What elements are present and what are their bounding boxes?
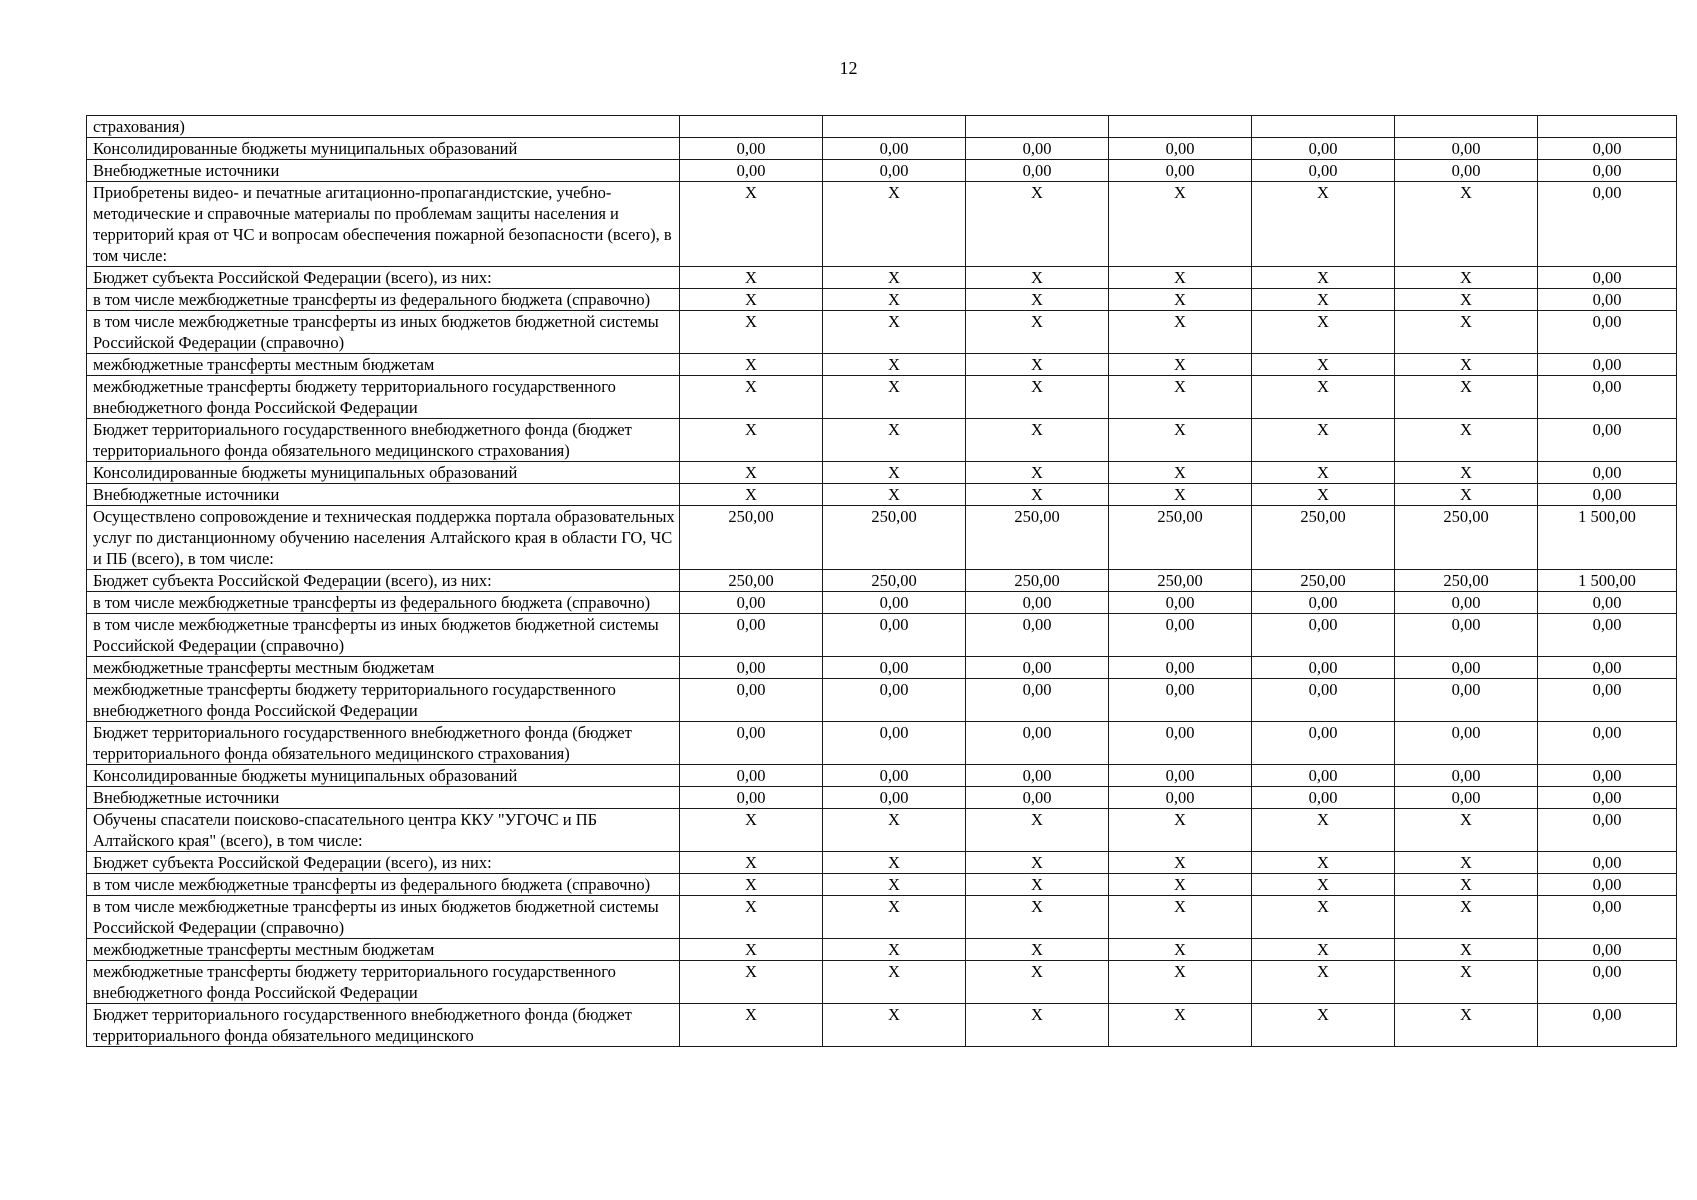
row-value-cell: 0,00 [1395, 722, 1538, 765]
table-row [87, 182, 1677, 267]
row-value-cell: 0,00 [1109, 787, 1252, 809]
row-total-cell: 0,00 [1538, 657, 1677, 679]
row-value-cell: 0,00 [1252, 160, 1395, 182]
row-label: Консолидированные бюджеты муниципальных образований [87, 462, 680, 484]
row-value-cell: X [1252, 182, 1395, 267]
row-value-cell: X [1395, 267, 1538, 289]
row-label: межбюджетные трансферты местным бюджетам [87, 354, 680, 376]
row-total-cell: 0,00 [1538, 679, 1677, 722]
row-total-cell: 0,00 [1538, 765, 1677, 787]
row-label: Приобретены видео- и печатные агитационно-пропагандистские, учебно-методические и справочные материалы по проблемам защиты населения и территорий края от ЧС и вопросам обеспечения пожарной безопасности (всего), в том числе: [87, 182, 680, 267]
row-label: межбюджетные трансферты бюджету территориального государственного внебюджетного фонда Российской Федерации [87, 961, 680, 1004]
row-value-cell: 0,00 [680, 160, 823, 182]
row-value-cell [966, 116, 1109, 138]
row-total-cell: 0,00 [1538, 809, 1677, 852]
row-value-cell: 250,00 [966, 506, 1109, 570]
row-total-cell: 0,00 [1538, 160, 1677, 182]
table-row [87, 570, 1677, 592]
table-row [87, 874, 1677, 896]
row-value-cell: 0,00 [823, 160, 966, 182]
row-label: межбюджетные трансферты местным бюджетам [87, 939, 680, 961]
row-value-cell: X [1109, 1004, 1252, 1047]
row-value-cell: 0,00 [1109, 138, 1252, 160]
row-value-cell: X [966, 182, 1109, 267]
row-value-cell: X [680, 809, 823, 852]
row-value-cell: X [823, 1004, 966, 1047]
row-total-cell: 0,00 [1538, 462, 1677, 484]
row-value-cell: 0,00 [1109, 657, 1252, 679]
row-value-cell: 0,00 [966, 614, 1109, 657]
row-label: Внебюджетные источники [87, 484, 680, 506]
row-value-cell [823, 116, 966, 138]
row-value-cell: X [1109, 484, 1252, 506]
row-total-cell [1538, 116, 1677, 138]
row-label: в том числе межбюджетные трансферты из иных бюджетов бюджетной системы Российской Федерации (справочно) [87, 896, 680, 939]
row-total-cell: 0,00 [1538, 376, 1677, 419]
row-value-cell: 0,00 [1395, 160, 1538, 182]
row-value-cell: X [1252, 874, 1395, 896]
row-value-cell: X [966, 462, 1109, 484]
row-value-cell: X [823, 939, 966, 961]
row-label: в том числе межбюджетные трансферты из федерального бюджета (справочно) [87, 289, 680, 311]
row-value-cell: 0,00 [1252, 614, 1395, 657]
row-value-cell: X [1395, 852, 1538, 874]
row-value-cell: 0,00 [1109, 160, 1252, 182]
row-total-cell: 0,00 [1538, 961, 1677, 1004]
row-label: межбюджетные трансферты местным бюджетам [87, 657, 680, 679]
row-total-cell: 0,00 [1538, 896, 1677, 939]
row-value-cell: 250,00 [1252, 570, 1395, 592]
row-label: в том числе межбюджетные трансферты из иных бюджетов бюджетной системы Российской Федерации (справочно) [87, 311, 680, 354]
row-label: Бюджет территориального государственного внебюджетного фонда (бюджет территориального фонда обязательного медицинского страхования) [87, 419, 680, 462]
row-value-cell: 0,00 [966, 787, 1109, 809]
row-value-cell: X [1252, 289, 1395, 311]
table-row [87, 376, 1677, 419]
row-value-cell: X [1109, 354, 1252, 376]
row-value-cell: X [1395, 289, 1538, 311]
row-value-cell: X [966, 1004, 1109, 1047]
row-value-cell: X [823, 484, 966, 506]
row-value-cell: 0,00 [1109, 679, 1252, 722]
row-value-cell: 250,00 [966, 570, 1109, 592]
row-value-cell: X [1109, 896, 1252, 939]
row-value-cell: X [823, 182, 966, 267]
row-total-cell: 1 500,00 [1538, 506, 1677, 570]
row-total-cell: 0,00 [1538, 1004, 1677, 1047]
row-value-cell: 0,00 [966, 765, 1109, 787]
row-total-cell: 0,00 [1538, 787, 1677, 809]
row-value-cell: X [1395, 376, 1538, 419]
row-value-cell: X [680, 354, 823, 376]
row-value-cell: 0,00 [680, 614, 823, 657]
row-value-cell: X [1252, 961, 1395, 1004]
row-value-cell: 250,00 [1109, 506, 1252, 570]
row-value-cell: X [680, 267, 823, 289]
row-label: Обучены спасатели поисково-спасательного центра ККУ "УГОЧС и ПБ Алтайского края" (всего), в том числе: [87, 809, 680, 852]
row-value-cell: 0,00 [1395, 679, 1538, 722]
row-value-cell: X [966, 939, 1109, 961]
table-row [87, 506, 1677, 570]
row-value-cell: X [680, 484, 823, 506]
row-total-cell: 0,00 [1538, 614, 1677, 657]
row-value-cell: 0,00 [1395, 657, 1538, 679]
table-row [87, 852, 1677, 874]
row-value-cell: 0,00 [1252, 592, 1395, 614]
row-value-cell: X [680, 939, 823, 961]
table-row [87, 592, 1677, 614]
row-value-cell: X [966, 267, 1109, 289]
row-total-cell: 0,00 [1538, 592, 1677, 614]
row-total-cell: 0,00 [1538, 138, 1677, 160]
row-value-cell: X [823, 376, 966, 419]
row-label: Бюджет территориального государственного внебюджетного фонда (бюджет территориального фонда обязательного медицинского страхования) [87, 722, 680, 765]
row-value-cell: X [680, 874, 823, 896]
row-total-cell: 0,00 [1538, 311, 1677, 354]
row-value-cell: X [966, 961, 1109, 1004]
table-row [87, 289, 1677, 311]
table-row [87, 462, 1677, 484]
row-value-cell: 0,00 [1252, 722, 1395, 765]
table-row [87, 961, 1677, 1004]
row-total-cell: 0,00 [1538, 354, 1677, 376]
table-row [87, 939, 1677, 961]
row-value-cell: 250,00 [1395, 506, 1538, 570]
row-value-cell: 0,00 [1252, 787, 1395, 809]
row-value-cell: 0,00 [680, 657, 823, 679]
row-total-cell: 0,00 [1538, 939, 1677, 961]
row-value-cell: X [1395, 809, 1538, 852]
row-label: Консолидированные бюджеты муниципальных образований [87, 765, 680, 787]
row-value-cell: X [966, 311, 1109, 354]
row-value-cell: X [823, 961, 966, 1004]
row-value-cell: 0,00 [823, 765, 966, 787]
row-value-cell: X [1109, 376, 1252, 419]
row-label: Внебюджетные источники [87, 160, 680, 182]
row-label: межбюджетные трансферты бюджету территориального государственного внебюджетного фонда Российской Федерации [87, 376, 680, 419]
row-value-cell: X [680, 852, 823, 874]
row-value-cell: 0,00 [680, 722, 823, 765]
table-row [87, 896, 1677, 939]
row-value-cell [1252, 116, 1395, 138]
row-value-cell: 0,00 [966, 722, 1109, 765]
row-total-cell: 0,00 [1538, 289, 1677, 311]
row-value-cell: 0,00 [680, 592, 823, 614]
row-value-cell: X [1395, 484, 1538, 506]
row-value-cell: X [1252, 852, 1395, 874]
row-value-cell: 250,00 [823, 570, 966, 592]
table-row [87, 160, 1677, 182]
table-row [87, 657, 1677, 679]
row-value-cell: X [1109, 267, 1252, 289]
row-value-cell [1395, 116, 1538, 138]
table-row [87, 722, 1677, 765]
row-value-cell: X [1252, 462, 1395, 484]
budget-table [86, 115, 1677, 1047]
row-value-cell: 0,00 [823, 722, 966, 765]
row-value-cell: X [823, 852, 966, 874]
row-value-cell: X [680, 462, 823, 484]
row-value-cell: X [1109, 182, 1252, 267]
row-value-cell: X [680, 419, 823, 462]
row-value-cell: 0,00 [1395, 765, 1538, 787]
row-label: Бюджет субъекта Российской Федерации (всего), из них: [87, 852, 680, 874]
row-total-cell: 0,00 [1538, 852, 1677, 874]
row-value-cell: X [1109, 874, 1252, 896]
row-label: Осуществлено сопровождение и техническая поддержка портала образовательных услуг по дистанционному обучению населения Алтайского края в области ГО, ЧС и ПБ (всего), в том числе: [87, 506, 680, 570]
row-value-cell: X [1395, 961, 1538, 1004]
row-value-cell: X [823, 462, 966, 484]
table-row [87, 809, 1677, 852]
row-value-cell: 0,00 [823, 787, 966, 809]
row-value-cell: X [823, 354, 966, 376]
row-value-cell: 0,00 [1252, 679, 1395, 722]
row-value-cell: X [966, 484, 1109, 506]
row-value-cell: X [823, 267, 966, 289]
row-total-cell: 1 500,00 [1538, 570, 1677, 592]
row-total-cell: 0,00 [1538, 874, 1677, 896]
row-value-cell: 0,00 [1395, 592, 1538, 614]
row-value-cell: 0,00 [823, 138, 966, 160]
row-value-cell: 250,00 [680, 570, 823, 592]
row-value-cell: X [680, 311, 823, 354]
row-value-cell: X [823, 874, 966, 896]
row-value-cell: X [1395, 1004, 1538, 1047]
row-value-cell: X [1109, 852, 1252, 874]
row-value-cell: 0,00 [823, 657, 966, 679]
row-value-cell: 0,00 [823, 592, 966, 614]
row-value-cell: X [1109, 462, 1252, 484]
row-total-cell: 0,00 [1538, 722, 1677, 765]
row-value-cell: X [823, 289, 966, 311]
row-value-cell: 0,00 [966, 138, 1109, 160]
table-row [87, 267, 1677, 289]
row-value-cell: X [1252, 809, 1395, 852]
row-value-cell: 0,00 [1252, 765, 1395, 787]
row-value-cell: 0,00 [1395, 614, 1538, 657]
row-value-cell: 0,00 [1395, 787, 1538, 809]
row-value-cell: X [823, 896, 966, 939]
row-label: в том числе межбюджетные трансферты из иных бюджетов бюджетной системы Российской Федерации (справочно) [87, 614, 680, 657]
table-row [87, 679, 1677, 722]
row-value-cell: X [680, 289, 823, 311]
row-value-cell: X [1109, 939, 1252, 961]
row-value-cell: X [966, 852, 1109, 874]
row-value-cell: X [1252, 267, 1395, 289]
row-value-cell: X [1252, 311, 1395, 354]
row-value-cell: X [680, 961, 823, 1004]
row-value-cell: X [966, 376, 1109, 419]
row-value-cell: X [966, 354, 1109, 376]
row-value-cell: X [1395, 939, 1538, 961]
table-row [87, 419, 1677, 462]
row-value-cell: 0,00 [966, 679, 1109, 722]
row-value-cell: 0,00 [966, 160, 1109, 182]
row-value-cell: X [1109, 809, 1252, 852]
row-value-cell: 0,00 [1109, 592, 1252, 614]
table-row [87, 614, 1677, 657]
row-total-cell: 0,00 [1538, 419, 1677, 462]
table-row [87, 354, 1677, 376]
row-value-cell: 250,00 [823, 506, 966, 570]
row-value-cell: 250,00 [1252, 506, 1395, 570]
row-value-cell: X [823, 311, 966, 354]
row-value-cell: X [966, 809, 1109, 852]
row-value-cell: X [680, 182, 823, 267]
row-value-cell: 0,00 [966, 592, 1109, 614]
row-value-cell: X [680, 896, 823, 939]
row-value-cell: 0,00 [1395, 138, 1538, 160]
table-row [87, 138, 1677, 160]
row-value-cell: X [1395, 896, 1538, 939]
row-value-cell: X [966, 874, 1109, 896]
row-value-cell: X [1395, 311, 1538, 354]
row-value-cell: 0,00 [680, 138, 823, 160]
row-value-cell: 0,00 [1109, 614, 1252, 657]
row-value-cell: X [966, 419, 1109, 462]
row-value-cell: X [1395, 419, 1538, 462]
row-value-cell: X [1395, 182, 1538, 267]
row-value-cell: X [1252, 939, 1395, 961]
row-label: в том числе межбюджетные трансферты из федерального бюджета (справочно) [87, 874, 680, 896]
row-value-cell: X [966, 896, 1109, 939]
row-total-cell: 0,00 [1538, 484, 1677, 506]
row-label: Бюджет субъекта Российской Федерации (всего), из них: [87, 570, 680, 592]
row-total-cell: 0,00 [1538, 267, 1677, 289]
row-value-cell: X [1109, 289, 1252, 311]
row-value-cell: X [1109, 419, 1252, 462]
row-label: межбюджетные трансферты бюджету территориального государственного внебюджетного фонда Российской Федерации [87, 679, 680, 722]
budget-table-body [87, 116, 1677, 1047]
row-value-cell: 0,00 [966, 657, 1109, 679]
row-value-cell: X [1252, 376, 1395, 419]
table-row [87, 765, 1677, 787]
table-row [87, 787, 1677, 809]
table-row [87, 116, 1677, 138]
row-value-cell: X [1252, 1004, 1395, 1047]
row-value-cell: X [823, 419, 966, 462]
row-value-cell: 250,00 [1109, 570, 1252, 592]
row-label: Бюджет субъекта Российской Федерации (всего), из них: [87, 267, 680, 289]
row-value-cell: X [680, 376, 823, 419]
row-total-cell: 0,00 [1538, 182, 1677, 267]
row-value-cell: X [1109, 311, 1252, 354]
row-value-cell: 0,00 [680, 787, 823, 809]
row-value-cell: 0,00 [680, 679, 823, 722]
row-label: в том числе межбюджетные трансферты из федерального бюджета (справочно) [87, 592, 680, 614]
row-value-cell: X [1395, 874, 1538, 896]
row-value-cell: X [1252, 419, 1395, 462]
table-row [87, 1004, 1677, 1047]
row-value-cell: 0,00 [1252, 657, 1395, 679]
page-number: 12 [839, 58, 858, 78]
row-value-cell: 0,00 [1109, 765, 1252, 787]
row-value-cell: X [823, 809, 966, 852]
row-value-cell: X [1395, 354, 1538, 376]
table-row [87, 311, 1677, 354]
row-value-cell: 0,00 [1252, 138, 1395, 160]
row-value-cell: X [966, 289, 1109, 311]
row-value-cell: X [1252, 484, 1395, 506]
row-value-cell [680, 116, 823, 138]
row-value-cell: 0,00 [823, 679, 966, 722]
row-value-cell: X [1252, 354, 1395, 376]
row-label: Консолидированные бюджеты муниципальных образований [87, 138, 680, 160]
row-value-cell [1109, 116, 1252, 138]
row-value-cell: 250,00 [680, 506, 823, 570]
row-value-cell: 0,00 [1109, 722, 1252, 765]
row-label: Бюджет территориального государственного внебюджетного фонда (бюджет территориального фонда обязательного медицинского [87, 1004, 680, 1047]
row-value-cell: X [1252, 896, 1395, 939]
row-label: страхования) [87, 116, 680, 138]
row-value-cell: X [680, 1004, 823, 1047]
row-label: Внебюджетные источники [87, 787, 680, 809]
table-row [87, 484, 1677, 506]
row-value-cell: 0,00 [823, 614, 966, 657]
row-value-cell: 250,00 [1395, 570, 1538, 592]
row-value-cell: 0,00 [680, 765, 823, 787]
row-value-cell: X [1395, 462, 1538, 484]
row-value-cell: X [1109, 961, 1252, 1004]
